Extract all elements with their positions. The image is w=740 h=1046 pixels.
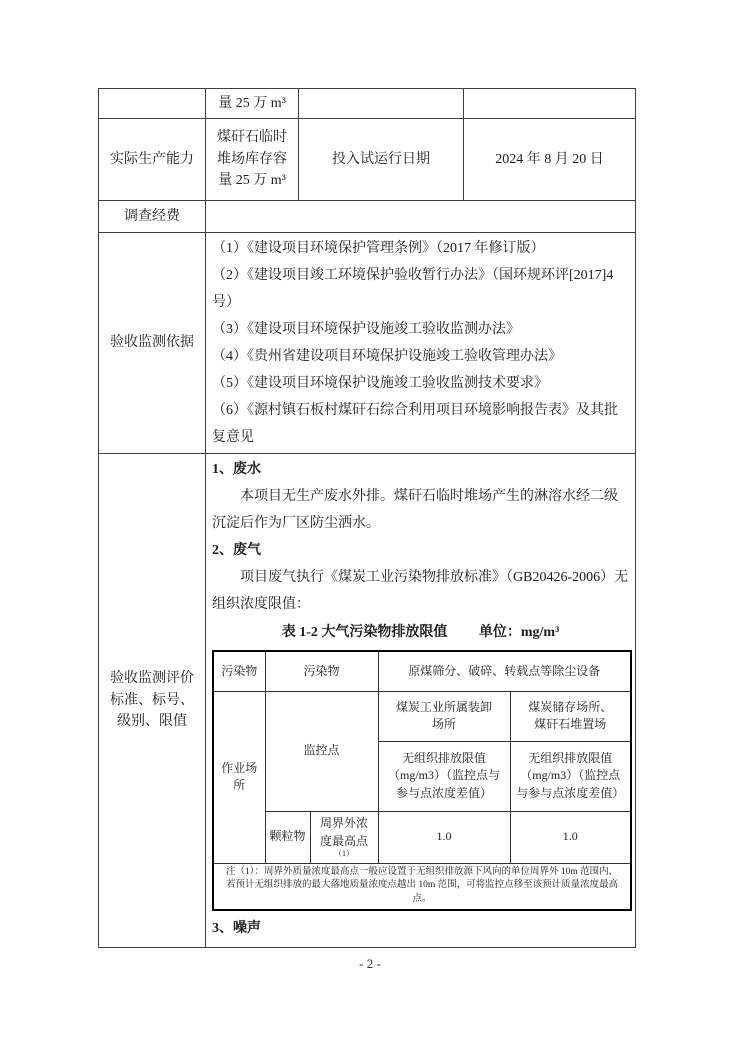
table-row-standards xyxy=(99,454,636,948)
limits-header-row xyxy=(213,651,631,691)
cell-trial-run-date: 2024 年 8 月 20 日 xyxy=(464,119,636,201)
section-heading-noise: 3、噪声 xyxy=(212,920,261,936)
air-pollutant-limits-table xyxy=(212,650,632,911)
section-heading-gas: 2、废气 xyxy=(212,543,261,558)
cell-pollutant-particulate: 颗粒物 xyxy=(265,811,310,863)
cell-limit-value-loading: 1.0 xyxy=(378,811,510,863)
limits-values-row xyxy=(213,811,631,863)
cell-basis-label: 验收监测依据 xyxy=(99,233,206,454)
basis-item-6: （6）《源村镇石板村煤矸石综合利用项目环境影响报告表》及其批复意见 xyxy=(212,403,618,445)
acceptance-report-table xyxy=(98,88,636,948)
cell-monitor-point-label: 监控点 xyxy=(265,691,378,811)
basis-item-2: （2）《建设项目竣工环境保护验收暂行办法》（国环规环评[2017]4 号） xyxy=(212,268,614,310)
limits-note-row xyxy=(213,863,631,910)
table-row-carryover xyxy=(99,89,636,119)
cell-standards-content xyxy=(206,454,636,948)
cell-equipment-header: 原煤筛分、破碎、转载点等除尘设备 xyxy=(378,651,631,691)
cell-basis-content xyxy=(206,233,636,454)
cell-trial-run-label: 投入试运行日期 xyxy=(299,119,464,201)
cell-limit-desc-storage: 无组织排放限值（mg/m3）（监控点与参与点浓度差值） xyxy=(510,741,631,811)
gas-paragraph: 项目废气执行《煤炭工业污染物排放标准》（GB20426-2006）无组织浓度限值： xyxy=(212,570,629,612)
cell-survey-fund-label: 调查经费 xyxy=(99,201,206,233)
basis-item-5: （5）《建设项目环境保护设施竣工验收监测技术要求》 xyxy=(212,376,548,391)
limits-table-caption xyxy=(212,618,629,648)
cell-limits-note: 注（1）：周界外质量浓度最高点一般应设置于无组织排放源下风向的单位周界外 10m 范围内，若预计无组织排放的最大落地质量浓度点越出 10m 范围，可将监控点移至该预计质量浓度最高点。 xyxy=(213,863,631,910)
page-number: - 2 - xyxy=(359,956,381,971)
cell-loading-site: 煤炭工业所属装卸场所 xyxy=(378,691,510,741)
limits-sites-row xyxy=(213,691,631,741)
cell-survey-fund-value xyxy=(206,201,636,233)
cell-empty-mid xyxy=(299,89,464,119)
basis-item-4: （4）《贵州省建设项目环境保护设施竣工验收管理办法》 xyxy=(212,349,562,364)
table-row-actual-capacity xyxy=(99,119,636,201)
table-row-basis xyxy=(99,233,636,454)
cell-pollutant-header-2: 污染物 xyxy=(265,651,378,691)
cell-monitor-boundary xyxy=(310,811,378,863)
section-heading-wastewater: 1、废水 xyxy=(212,462,261,477)
cell-pollutant-header-1: 污染物 xyxy=(213,651,265,691)
cell-empty-right xyxy=(464,89,636,119)
cell-standards-label xyxy=(99,454,206,948)
basis-item-3: （3）《建设项目环境保护设施竣工验收监测办法》 xyxy=(212,322,520,337)
limits-table-caption-title: 表 1-2 大气污染物排放限值 xyxy=(281,625,448,640)
cell-capacity-tail: 量 25 万 m³ xyxy=(206,89,299,119)
monitor-boundary-text: 周界外浓度最高点 xyxy=(320,816,369,848)
cell-site-label: 作业场所 xyxy=(213,691,265,863)
cell-actual-capacity-label: 实际生产能力 xyxy=(99,119,206,201)
cell-storage-site: 煤炭储存场所、煤矸石堆置场 xyxy=(510,691,631,741)
limits-table-caption-unit: 单位：mg/m³ xyxy=(478,625,560,640)
capacity-value-text: 煤矸石临时堆场库存容量 25 万 m³ xyxy=(217,129,287,189)
cell-empty-label xyxy=(99,89,206,119)
basis-item-1: （1）《建设项目环境保护管理条例》（2017 年修订版） xyxy=(212,241,545,256)
wastewater-paragraph: 本项目无生产废水外排。煤矸石临时堆场产生的淋溶水经二级沉淀后作为厂区防尘洒水。 xyxy=(212,489,618,531)
cell-limit-value-storage: 1.0 xyxy=(510,811,631,863)
standards-label-text: 验收监测评价标准、标号、级别、限值 xyxy=(110,670,194,730)
table-row-survey-fund xyxy=(99,201,636,233)
cell-limit-desc-loading: 无组织排放限值（mg/m3）（监控点与参与点浓度差值） xyxy=(378,741,510,811)
monitor-boundary-note-ref: （1） xyxy=(334,848,354,858)
cell-actual-capacity-value xyxy=(206,119,299,201)
